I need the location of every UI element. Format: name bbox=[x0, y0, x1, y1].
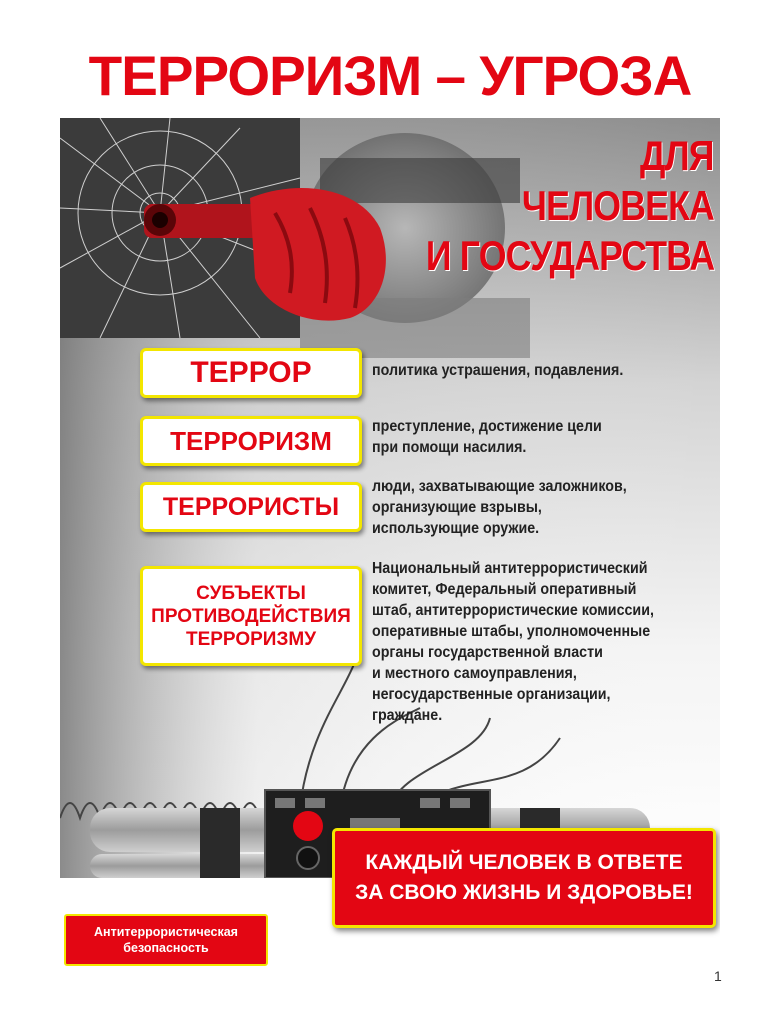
definition-line: использующие оружие. bbox=[372, 520, 540, 537]
definition-line: преступление, достижение цели bbox=[372, 418, 602, 435]
definition-line: негосударственные организации, bbox=[372, 686, 611, 703]
definition-terror bbox=[372, 360, 690, 381]
term-box-subjects bbox=[140, 566, 362, 666]
slogan-box bbox=[332, 828, 716, 928]
subtitle-line-3: И ГОСУДАРСТВА bbox=[425, 232, 714, 279]
definition-line: Национальный антитеррористический bbox=[372, 560, 648, 577]
term-label: ТЕРРОРИСТЫ bbox=[162, 492, 340, 521]
badge-line: безопасность bbox=[123, 941, 209, 955]
term-box-terrorists bbox=[140, 482, 362, 532]
subtitle-line-2: ЧЕЛОВЕКА bbox=[521, 182, 714, 229]
definition-line: штаб, антитеррористические комиссии, bbox=[372, 602, 654, 619]
term-label: ТЕРРОРИЗМ bbox=[170, 425, 332, 456]
poster-title: ТЕРРОРИЗМ – УГРОЗА bbox=[88, 44, 692, 107]
slogan-line: КАЖДЫЙ ЧЕЛОВЕК В ОТВЕТЕ bbox=[365, 851, 683, 874]
term-label: СУБЪЕКТЫ bbox=[196, 582, 306, 604]
definition-line: организующие взрывы, bbox=[372, 499, 542, 516]
badge-line: Антитеррористическая bbox=[94, 925, 238, 939]
term-box-terrorism bbox=[140, 416, 362, 466]
definition-subjects bbox=[372, 558, 690, 726]
term-label: ПРОТИВОДЕЙСТВИЯ bbox=[151, 605, 351, 627]
definition-line: и местного самоуправления, bbox=[372, 665, 577, 682]
term-label: ТЕРРОРИЗМУ bbox=[185, 628, 317, 650]
definition-line: оперативные штабы, уполномоченные bbox=[372, 623, 651, 640]
poster bbox=[60, 36, 720, 966]
definition-terrorism bbox=[372, 416, 690, 458]
page-number: 1 bbox=[714, 968, 722, 984]
definition-line: при помощи насилия. bbox=[372, 439, 527, 456]
subtitle-line-1: ДЛЯ bbox=[640, 132, 714, 179]
term-label: ТЕРРОР bbox=[190, 356, 312, 389]
badge-antiterror-safety bbox=[64, 914, 268, 966]
definition-line: граждане. bbox=[372, 707, 443, 724]
definition-terrorists bbox=[372, 476, 690, 539]
definition-line: органы государственной власти bbox=[372, 644, 603, 661]
term-box-terror bbox=[140, 348, 362, 398]
slogan-line: ЗА СВОЮ ЖИЗНЬ И ЗДОРОВЬЕ! bbox=[355, 881, 693, 904]
definition-line: политика устрашения, подавления. bbox=[372, 362, 624, 379]
definition-line: комитет, Федеральный оперативный bbox=[372, 581, 637, 598]
definition-line: люди, захватывающие заложников, bbox=[372, 478, 627, 495]
